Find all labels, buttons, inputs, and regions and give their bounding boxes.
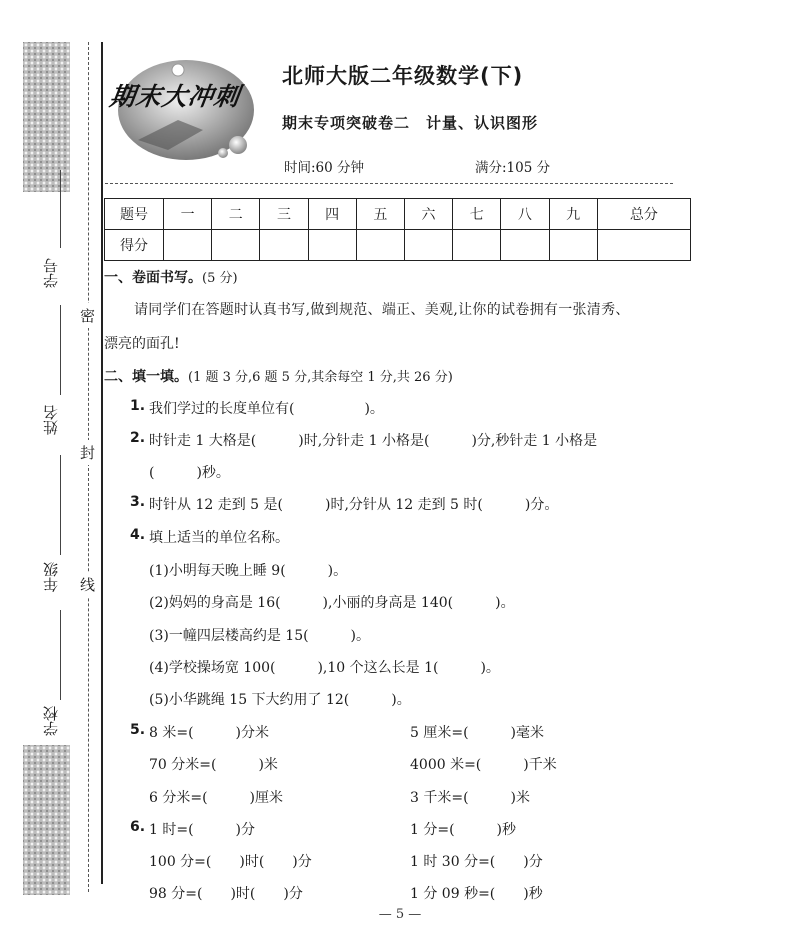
- score-input-cell[interactable]: [453, 230, 501, 261]
- score-table-cell: 七: [453, 199, 501, 230]
- question-5-item: 5 厘米=( )毫米: [410, 725, 545, 741]
- score-table-cell: 六: [404, 199, 452, 230]
- decorative-pattern-top: [23, 42, 70, 192]
- question-number: 2.: [130, 430, 146, 446]
- question-number: 3.: [130, 494, 146, 510]
- score-input-cell[interactable]: [164, 230, 212, 261]
- page-subtitle: 期末专项突破卷二 计量、认识图形: [282, 114, 539, 132]
- grade-label: 年级: [42, 562, 60, 592]
- score-table-cell: 九: [549, 199, 597, 230]
- seal-char-xian: 线: [80, 572, 95, 597]
- section1-text-line1: 请同学们在答题时认真书写,做到规范、端正、美观,让你的试卷拥有一张清秀、: [134, 302, 630, 318]
- section2-heading: [104, 366, 453, 386]
- score-table-score-row: [105, 230, 691, 261]
- page-number: — 5 —: [378, 907, 422, 922]
- school-line: [60, 610, 61, 700]
- section1-text-line2: 漂亮的面孔!: [104, 336, 180, 352]
- question-1: 我们学过的长度单位有( )。: [149, 401, 384, 417]
- score-table-cell: 八: [501, 199, 549, 230]
- score-input-cell[interactable]: [260, 230, 308, 261]
- question-number: 1.: [130, 398, 146, 414]
- header-divider: [105, 183, 673, 184]
- question-4: 填上适当的单位名称。: [149, 530, 289, 546]
- score-input-cell[interactable]: [308, 230, 356, 261]
- question-6-item: 1 分 09 秒=( )秒: [410, 886, 543, 902]
- exam-time: 时间:60 分钟: [284, 160, 365, 176]
- margin-line: [101, 42, 103, 884]
- score-table-cell: 四: [308, 199, 356, 230]
- page-title: 北师大版二年级数学(下): [282, 64, 524, 88]
- question-4-item: (4)学校操场宽 100( ),10 个这么长是 1( )。: [149, 660, 500, 676]
- question-4-item: (2)妈妈的身高是 16( ),小丽的身高是 140( )。: [149, 595, 515, 611]
- logo-text: 期末大冲刺: [107, 82, 243, 111]
- section1-heading: [104, 267, 238, 287]
- score-table-cell: 二: [212, 199, 260, 230]
- score-table: [104, 198, 691, 261]
- section1-score: (5 分): [202, 271, 238, 286]
- student-id-line: [60, 170, 61, 248]
- question-6-item: 1 分=( )秒: [410, 822, 517, 838]
- grade-line: [60, 455, 61, 555]
- decorative-pattern-bottom: [23, 745, 70, 895]
- section2-score: (1 题 3 分,6 题 5 分,其余每空 1 分,共 26 分): [188, 370, 453, 385]
- score-table-cell: 得分: [105, 230, 164, 261]
- question-6-item: 98 分=( )时( )分: [149, 886, 303, 902]
- question-number: 6.: [130, 819, 146, 835]
- score-input-cell[interactable]: [501, 230, 549, 261]
- score-table-cell: 三: [260, 199, 308, 230]
- full-score: 满分:105 分: [475, 160, 551, 176]
- section1-title: 一、卷面书写。: [104, 270, 202, 286]
- seal-char-mi: 密: [80, 303, 95, 328]
- question-4-item: (5)小华跳绳 15 下大约用了 12( )。: [149, 692, 411, 708]
- score-table-cell: 题号: [105, 199, 164, 230]
- question-5-item: 6 分米=( )厘米: [149, 790, 284, 806]
- question-number: 5.: [130, 722, 146, 738]
- score-input-cell[interactable]: [404, 230, 452, 261]
- seal-char-feng: 封: [80, 440, 95, 465]
- question-6-item: 100 分=( )时( )分: [149, 854, 312, 870]
- question-6-item: 1 时 30 分=( )分: [410, 854, 543, 870]
- question-5-item: 4000 米=( )千米: [410, 757, 557, 773]
- score-table-cell: 五: [356, 199, 404, 230]
- question-5-item: 8 米=( )分米: [149, 725, 270, 741]
- score-input-cell[interactable]: [549, 230, 597, 261]
- section2-title: 二、填一填。: [104, 369, 188, 385]
- question-3: 时针从 12 走到 5 是( )时,分针从 12 走到 5 时( )分。: [149, 497, 559, 513]
- question-2-line1: 时针走 1 大格是( )时,分针走 1 小格是( )分,秒针走 1 小格是: [149, 433, 598, 449]
- question-6-item: 1 时=( )分: [149, 822, 256, 838]
- score-input-cell[interactable]: [212, 230, 260, 261]
- seal-line: [88, 42, 89, 892]
- score-input-cell[interactable]: [597, 230, 690, 261]
- score-table-cell: 一: [164, 199, 212, 230]
- question-number: 4.: [130, 527, 146, 543]
- question-5-item: 3 千米=( )米: [410, 790, 531, 806]
- school-label: 学校: [42, 706, 60, 736]
- logo: [108, 50, 258, 165]
- score-table-header-row: [105, 199, 691, 230]
- question-5-item: 70 分米=( )米: [149, 757, 278, 773]
- score-table-cell: 总分: [597, 199, 690, 230]
- question-2-line2: ( )秒。: [149, 465, 230, 481]
- name-line: [60, 305, 61, 395]
- student-id-label: 学号: [42, 258, 60, 288]
- score-input-cell[interactable]: [356, 230, 404, 261]
- question-4-item: (3)一幢四层楼高约是 15( )。: [149, 628, 371, 644]
- question-4-item: (1)小明每天晚上睡 9( )。: [149, 563, 348, 579]
- name-label: 姓名: [42, 405, 60, 435]
